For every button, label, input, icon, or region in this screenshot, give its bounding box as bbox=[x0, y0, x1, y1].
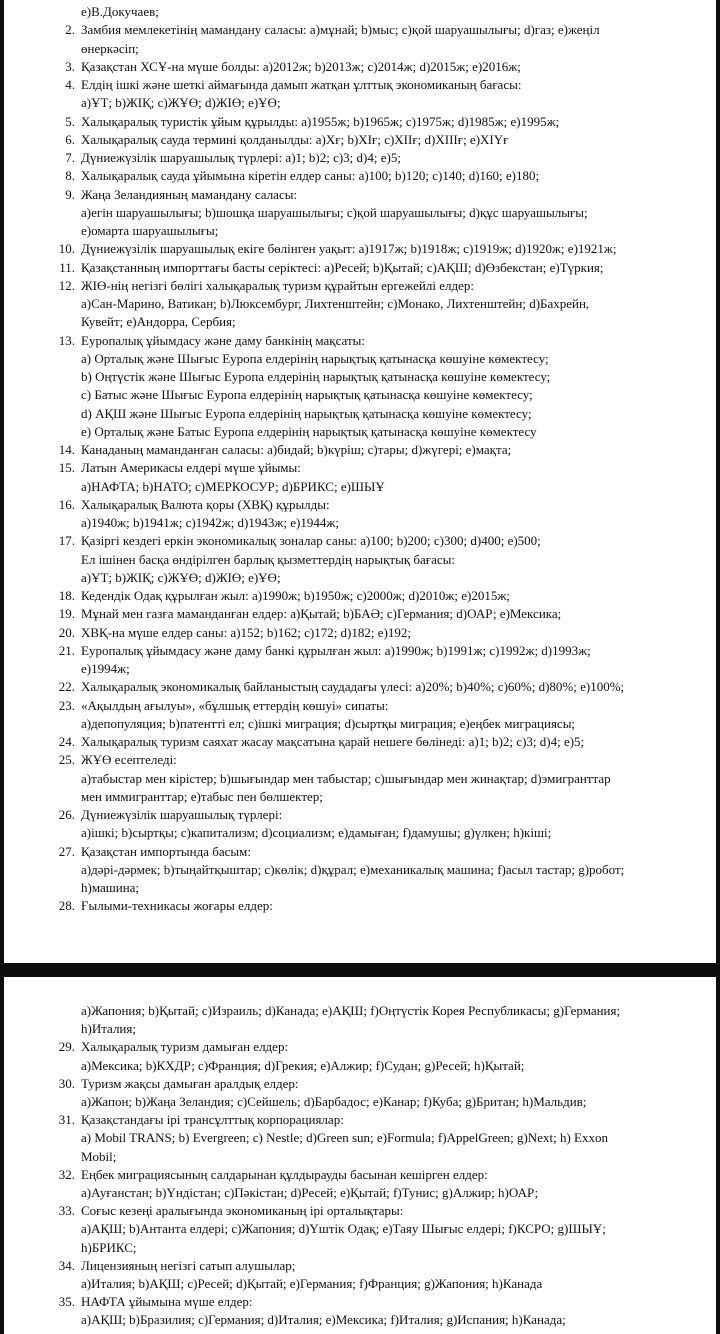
answer-options: а)депопуляция; b)патентті ел; с)ішкі миграция; d)сыртқы миграция; е)еңбек миграциясы; bbox=[81, 715, 576, 731]
question-number: 27. bbox=[58, 843, 75, 859]
question-number: 5. bbox=[65, 113, 75, 129]
answer-options: а)Ауғанстан; b)Үндістан; с)Пәкістан; d)Ресей; е)Қытай; f)Тунис; g)Алжир; h)ОАР; bbox=[81, 1185, 539, 1200]
question-text: ЖІӨ-нің негізгі бөлігі халықаралық туризм құрайтын ергежейлі елдер: bbox=[81, 277, 474, 293]
question-text: Дүниежүзілік шаруашылық түрлері: bbox=[81, 807, 283, 822]
question-number: 3. bbox=[65, 58, 75, 74]
answer-options: h)Италия; bbox=[81, 1021, 136, 1037]
question-number: 2. bbox=[65, 22, 75, 38]
question-number: 18. bbox=[58, 588, 75, 603]
answer-options: а)Сан-Марино, Ватикан; b)Люксембург, Лихтенштейн; с)Монако, Лихтенштейн; d)Бахрейн, bbox=[81, 296, 590, 311]
question-number: 30. bbox=[58, 1075, 75, 1091]
answer-options: а)ҰТ; b)ЖІҚ; с)ЖҰӨ; d)ЖІӨ; е)ҰӨ; bbox=[81, 95, 281, 111]
question-number: 9. bbox=[65, 186, 75, 202]
question-text: Халықаралық сауда термині қолданылды: а)Хғ; b)ХІғ; с)ХІІғ; d)ХІІІғ; е)ХІҮғ bbox=[81, 131, 509, 147]
question-number: 34. bbox=[58, 1257, 75, 1273]
question-number: 21. bbox=[58, 642, 75, 658]
question-number: 16. bbox=[58, 496, 75, 512]
question-number: 17. bbox=[58, 533, 75, 549]
question-number: 33. bbox=[58, 1203, 75, 1219]
question-number: 25. bbox=[58, 752, 75, 768]
question-text: НАФТА ұйымына мүше елдер: bbox=[81, 1294, 253, 1310]
question-text: «Ақылдың ағылуы», «бұлшық еттердің көшуі» сипаты: bbox=[81, 697, 389, 713]
question-text: Қазақстандағы ірі трансұлттық корпорациялар: bbox=[81, 1112, 344, 1128]
question-text: Қазіргі кездегі еркін экономикалық зоналар саны: а)100; b)200; с)300; d)400; е)500; bbox=[81, 533, 541, 549]
question-text: Қазақстан импортында басым: bbox=[81, 843, 251, 859]
answer-options: h)машина; bbox=[81, 880, 140, 895]
question-number: 6. bbox=[65, 131, 75, 147]
answer-options: Кувейт; е)Андорра, Сербия; bbox=[81, 314, 236, 330]
question-number: 31. bbox=[58, 1112, 75, 1128]
question-number: 13. bbox=[58, 332, 75, 348]
question-text: Соғыс кезеңі аралығында экономиканың ірі орталықтары: bbox=[81, 1203, 404, 1219]
document-page-1 bbox=[4, 0, 716, 963]
question-text: Ғылыми-техникасы жоғары елдер: bbox=[81, 898, 273, 914]
question-number: 35. bbox=[58, 1294, 75, 1310]
answer-options: өнеркәсіп; bbox=[81, 40, 139, 56]
question-text: Елдің ішкі және шеткі аймағында дамып жатқан ұлттық экономиканың бағасы: bbox=[81, 77, 522, 92]
question-text: Латын Америкасы елдері мүше ұйымы: bbox=[81, 460, 301, 476]
question-text: Жаңа Зеландияның мамандану саласы: bbox=[81, 186, 298, 202]
answer-options: е) Орталық және Батыс Еуропа елдерінің нарықтық қатынасқа көшуіне көмектесу bbox=[81, 423, 537, 439]
answer-options: h)БРИКС; bbox=[81, 1239, 137, 1255]
answer-options: а)АҚШ; b)Бразилия; с)Германия; d)Италия; е)Мексика; f)Италия; g)Испания; h)Канада; bbox=[81, 1312, 566, 1328]
answer-options: а)ішкі; b)сыртқы; с)капитализм; d)социализм; е)дамыған; f)дамушы; g)үлкен; h)кіші; bbox=[81, 825, 552, 841]
question-text: ХВҚ-на мүше елдер саны: а)152; b)162; с)172; d)182; е)192; bbox=[81, 624, 411, 640]
answer-options: а)Мексика; b)КХДР; с)Франция; d)Грекия; е)Алжир; f)Судан; g)Ресей; h)Қытай; bbox=[81, 1057, 525, 1073]
answer-options: е)В.Докучаев; bbox=[81, 4, 159, 19]
question-number: 15. bbox=[58, 460, 75, 476]
question-number: 4. bbox=[65, 77, 75, 92]
question-text: Қазақстан ХСҰ-на мүше болды: а)2012ж; b)2013ж; с)2014ж; d)2015ж; е)2016ж; bbox=[81, 58, 521, 74]
answer-options: е)омарта шаруашылығы; bbox=[81, 223, 219, 238]
question-text: Халықаралық туризм саяхат жасау мақсатына қарай нешеге бөлінеді: а)1; b)2; с)3; d)4; е)5; bbox=[81, 734, 585, 749]
question-text: Канаданың маманданған саласы: а)бидай; b)күріш; с)тары; d)жүгері; е)мақта; bbox=[81, 442, 512, 457]
question-text: Еуропалық ұйымдасу және даму банкінің мақсаты: bbox=[81, 332, 365, 348]
question-text: Мұнай мен газға маманданған елдер: а)Қытай; b)БАӘ; с)Германия; d)ОАР; е)Мексика; bbox=[81, 606, 562, 622]
answer-options: Mobil; bbox=[81, 1148, 117, 1164]
question-number: 26. bbox=[58, 807, 75, 822]
answer-options: а)Жапония; b)Қытай; с)Израиль; d)Канада; е)АҚШ; f)Оңтүстік Корея Республикасы; g)Германия; bbox=[81, 1003, 621, 1018]
question-text: ЖҰӨ есептеледі: bbox=[81, 752, 177, 768]
answer-options: b) Оңтүстік және Шығыс Еуропа елдерінің нарықтық қатынасқа көшуіне көмектесу; bbox=[81, 369, 551, 384]
question-number: 32. bbox=[58, 1166, 75, 1182]
answer-options: с) Батыс және Шығыс Еуропа елдерінің нарықтық қатынасқа көшуіне көмектесу; bbox=[81, 387, 533, 403]
answer-options: а)1940ж; b)1941ж; с)1942ж; d)1943ж; е)1944ж; bbox=[81, 515, 339, 530]
question-text: Кедендік Одақ құрылған жыл: а)1990ж; b)1950ж; с)2000ж; d)2010ж; е)2015ж; bbox=[81, 588, 510, 603]
answer-options: мен иммигранттар; е)табыс пен бөлшектер; bbox=[81, 788, 323, 804]
question-number: 20. bbox=[58, 624, 75, 640]
question-number: 23. bbox=[58, 697, 75, 713]
answer-options: а)егін шаруашылығы; b)шошқа шаруашылығы; с)қой шаруашылығы; d)құс шаруашылығы; bbox=[81, 204, 588, 220]
question-number: 22. bbox=[58, 679, 75, 695]
answer-options: а)Жапон; b)Жаңа Зеландия; с)Сейшель; d)Барбадос; е)Канар; f)Куба; g)Британ; h)Мальдив; bbox=[81, 1094, 587, 1109]
question-number: 8. bbox=[65, 168, 75, 184]
answer-options: а)табыстар мен кірістер; b)шығындар мен табыстар; с)шығындар мен жинақтар; d)эмигранттар bbox=[81, 770, 611, 786]
answer-options: а) Орталық және Шығыс Еуропа елдерінің нарықтық қатынасқа көшуіне көмектесу; bbox=[81, 350, 549, 366]
question-text: Дүниежүзілік шаруашылық екіге бөлінген уақыт: а)1917ж; b)1918ж; с)1919ж; d)1920ж; е)1921ж; bbox=[81, 241, 617, 257]
question-text: Қазақстанның импорттағы басты серіктесі: а)Ресей; b)Қытай; с)АҚШ; d)Өзбекстан; е)Түркия; bbox=[81, 259, 604, 275]
answer-options: а)дәрі-дәрмек; b)тыңайтқыштар; с)көлік; d)құрал; е)механикалық машина; f)асыл тастар; g)робот; bbox=[81, 861, 625, 877]
answer-options: е)1994ж; bbox=[81, 661, 130, 676]
question-number: 12. bbox=[58, 277, 75, 293]
question-text: Халықаралық сауда ұйымына кіретін елдер саны: а)100; b)120; с)140; d)160; е)180; bbox=[81, 168, 540, 184]
question-text: Еуропалық ұйымдасу және даму банкі құрылған жыл: а)1990ж; b)1991ж; с)1992ж; d)1993ж; bbox=[81, 642, 591, 658]
question-number: 24. bbox=[58, 734, 75, 749]
answer-options: а)Италия; b)АҚШ; с)Ресей; d)Қытай; е)Германия; f)Франция; g)Жапония; h)Канада bbox=[81, 1276, 543, 1291]
question-text: Халықаралық Валюта қоры (ХВҚ) құрылды: bbox=[81, 496, 330, 512]
answer-options: а)НАФТА; b)НАТО; с)МЕРКОСУР; d)БРИКС; е)ШЫҰ bbox=[81, 478, 385, 494]
answer-options: d) АҚШ және Шығыс Еуропа елдерінің нарықтық қатынасқа көшуіне көмектесу; bbox=[81, 405, 532, 421]
question-text: Туризм жақсы дамыған аралдық елдер: bbox=[81, 1075, 299, 1091]
answer-options: Ел ішінен басқа өндірілген барлық қызметтердің нарықтық бағасы: bbox=[81, 551, 456, 567]
question-number: 10. bbox=[58, 241, 75, 257]
question-number: 11. bbox=[59, 259, 75, 275]
question-number: 14. bbox=[58, 442, 75, 457]
question-number: 7. bbox=[65, 150, 75, 165]
question-text: Халықаралық туризм дамыған елдер: bbox=[81, 1039, 289, 1055]
answer-options: а) Mobil TRANS; b) Evergreen; с) Nestle; d)Green sun; е)Formula; f)AppelGreen; g)Next; h) Exxon bbox=[81, 1130, 608, 1146]
question-text: Халықаралық экономикалық байланыстың саудадағы үлесі: а)20%; b)40%; с)60%; d)80%; е)100%; bbox=[81, 679, 625, 695]
question-text: Халықаралық туристік ұйым құрылды: а)1955ж; b)1965ж; с)1975ж; d)1985ж; е)1995ж; bbox=[81, 113, 560, 129]
question-number: 29. bbox=[58, 1039, 75, 1055]
question-number: 19. bbox=[58, 606, 75, 622]
document-page-2 bbox=[4, 977, 716, 1334]
question-text: Замбия мемлекетінің мамандану саласы: а)мұнай; b)мыс; с)қой шаруашылығы; d)газ; е)жеңіл bbox=[81, 22, 600, 38]
question-text: Лицензияның негізгі сатып алушылар; bbox=[81, 1257, 296, 1273]
answer-options: а)ҰТ; b)ЖІҚ; с)ЖҰӨ; d)ЖІӨ; е)ҰӨ; bbox=[81, 569, 281, 585]
answer-options: а)АҚШ; b)Антанта елдері; с)Жапония; d)Үштік Одақ; е)Таяу Шығыс елдері; f)КСРО; g)ШЫҰ; bbox=[81, 1221, 606, 1237]
question-text: Еңбек миграциясының салдарынан құлдырауды басынан кешірген елдер: bbox=[81, 1166, 488, 1182]
question-text: Дүниежүзілік шаруашылық түрлері: а)1; b)2; с)3; d)4; е)5; bbox=[81, 150, 401, 165]
question-number: 28. bbox=[58, 898, 75, 914]
